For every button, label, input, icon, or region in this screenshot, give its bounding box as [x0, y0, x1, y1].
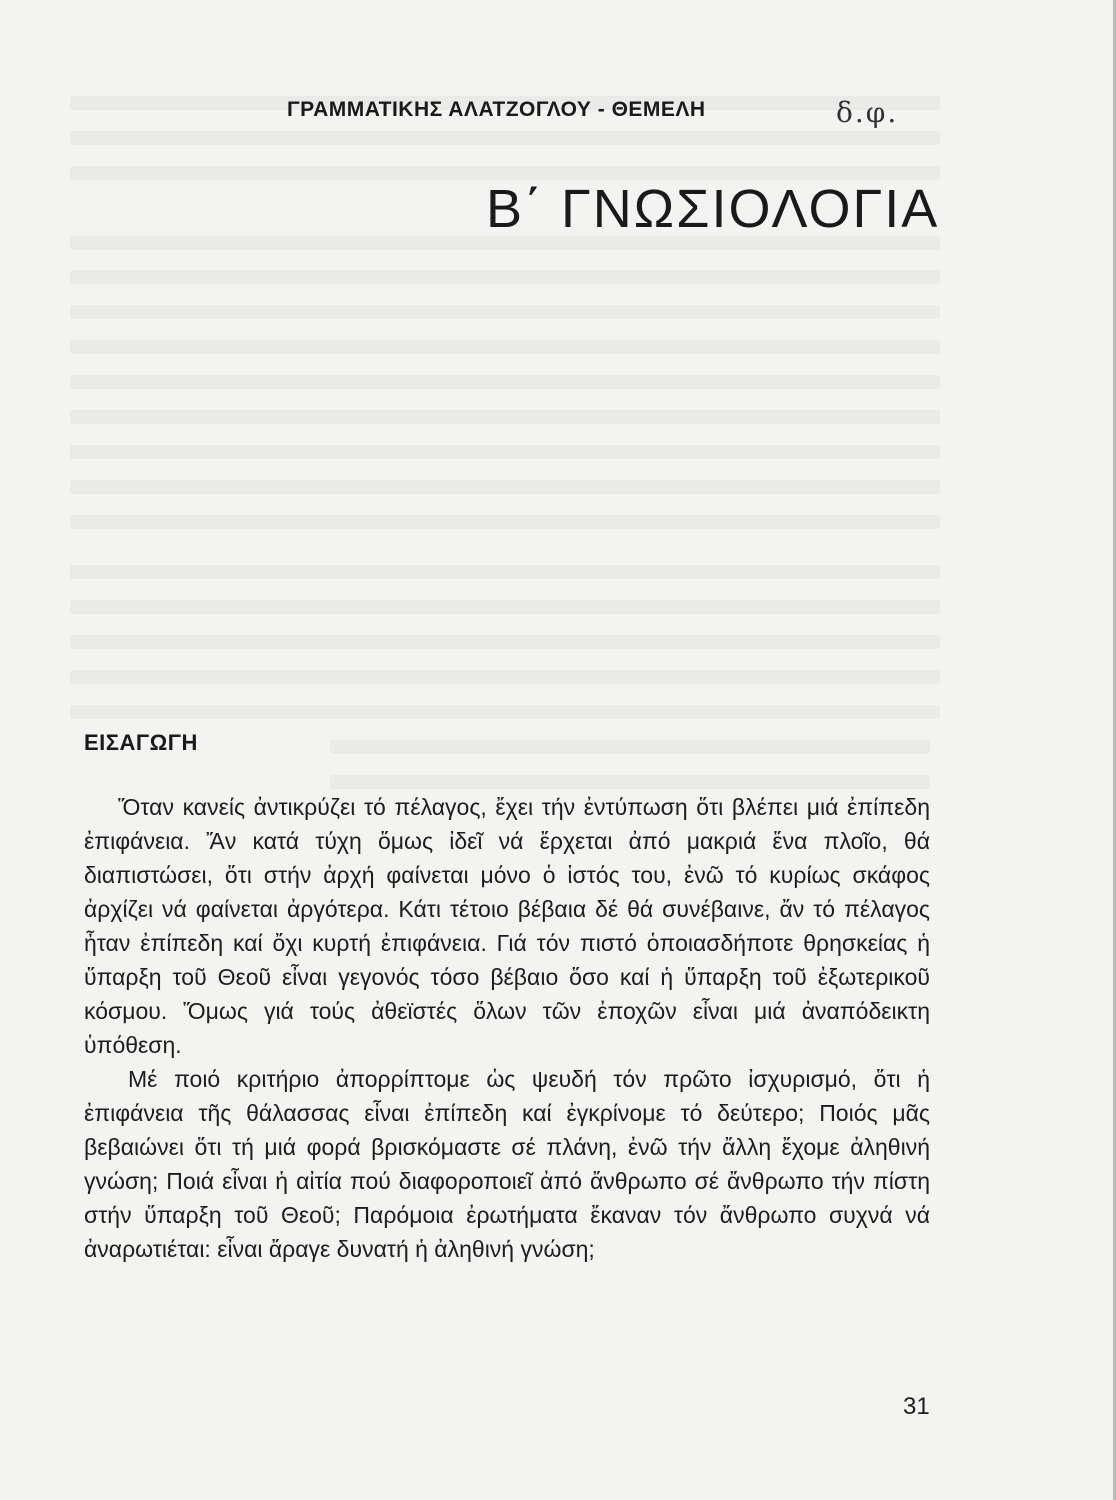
body-text: [84, 790, 930, 1266]
chapter-title: Β΄ ΓΝΩΣΙΟΛΟΓΙΑ: [486, 179, 940, 239]
handwritten-note: δ.φ.: [836, 96, 899, 129]
section-heading: ΕΙΣΑΓΩΓΗ: [84, 730, 198, 755]
author-line: ΓΡΑΜΜΑΤΙΚΗΣ ΑΛΑΤΖΟΓΛΟΥ - ΘΕΜΕΛΗ: [287, 98, 706, 121]
page-number: 31: [903, 1393, 930, 1420]
paragraph-1: Ὅταν κανείς ἀντικρύζει τό πέλαγος, ἔχει τήν ἐντύπωση ὅτι βλέπει μιά ἐπίπεδη ἐπιφάνεια. Ἄν κατά τύχη ὅμως ἰδεῖ νά ἔρχεται ἀπό μακριά ἕνα πλοῖο, θά διαπιστώσει, ὅτι στήν ἀρχή φαίνεται μόνο ὁ ἱστός του, ἐνῶ τό κυρίως σκάφος ἀρχίζει νά φαίνεται ἀργότερα. Κάτι τέτοιο βέβαια δέ θά συνέβαινε, ἄν τό πέλαγος ἦταν ἐπίπεδη καί ὄχι κυρτή ἐπιφάνεια. Γιά τόν πιστό ὁποιασδήποτε θρησκείας ἡ ὕπαρξη τοῦ Θεοῦ εἶναι γεγονός τόσο βέβαιο ὅσο καί ἡ ὕπαρξη τοῦ ἐξωτερικοῦ κόσμου. Ὅμως γιά τούς ἀθεϊστές ὅλων τῶν ἐποχῶν εἶναι μιά ἀναπόδεικτη ὑπόθεση.: [84, 794, 930, 1058]
paragraph-2: Μέ ποιό κριτήριο ἀπορρίπτομε ὡς ψευδή τόν πρῶτο ἰσχυρισμό, ὅτι ἡ ἐπιφάνεια τῆς θάλασσας εἶναι ἐπίπεδη καί ἐγκρίνομε τό δεύτερο; Ποιός μᾶς βεβαιώνει ὅτι τή μιά φορά βρισκόμαστε σέ πλάνη, ἐνῶ τήν ἄλλη ἔχομε ἀληθινή γνώση; Ποιά εἶναι ἡ αἰτία πού διαφοροποιεῖ ἀπό ἄνθρωπο σέ ἄνθρωπο τήν πίστη στήν ὕπαρξη τοῦ Θεοῦ; Παρόμοια ἐρωτήματα ἔκαναν τόν ἄνθρωπο συχνά νά ἀναρωτιέται: εἶναι ἄραγε δυνατή ἡ ἀληθινή γνώση;: [84, 1066, 930, 1262]
